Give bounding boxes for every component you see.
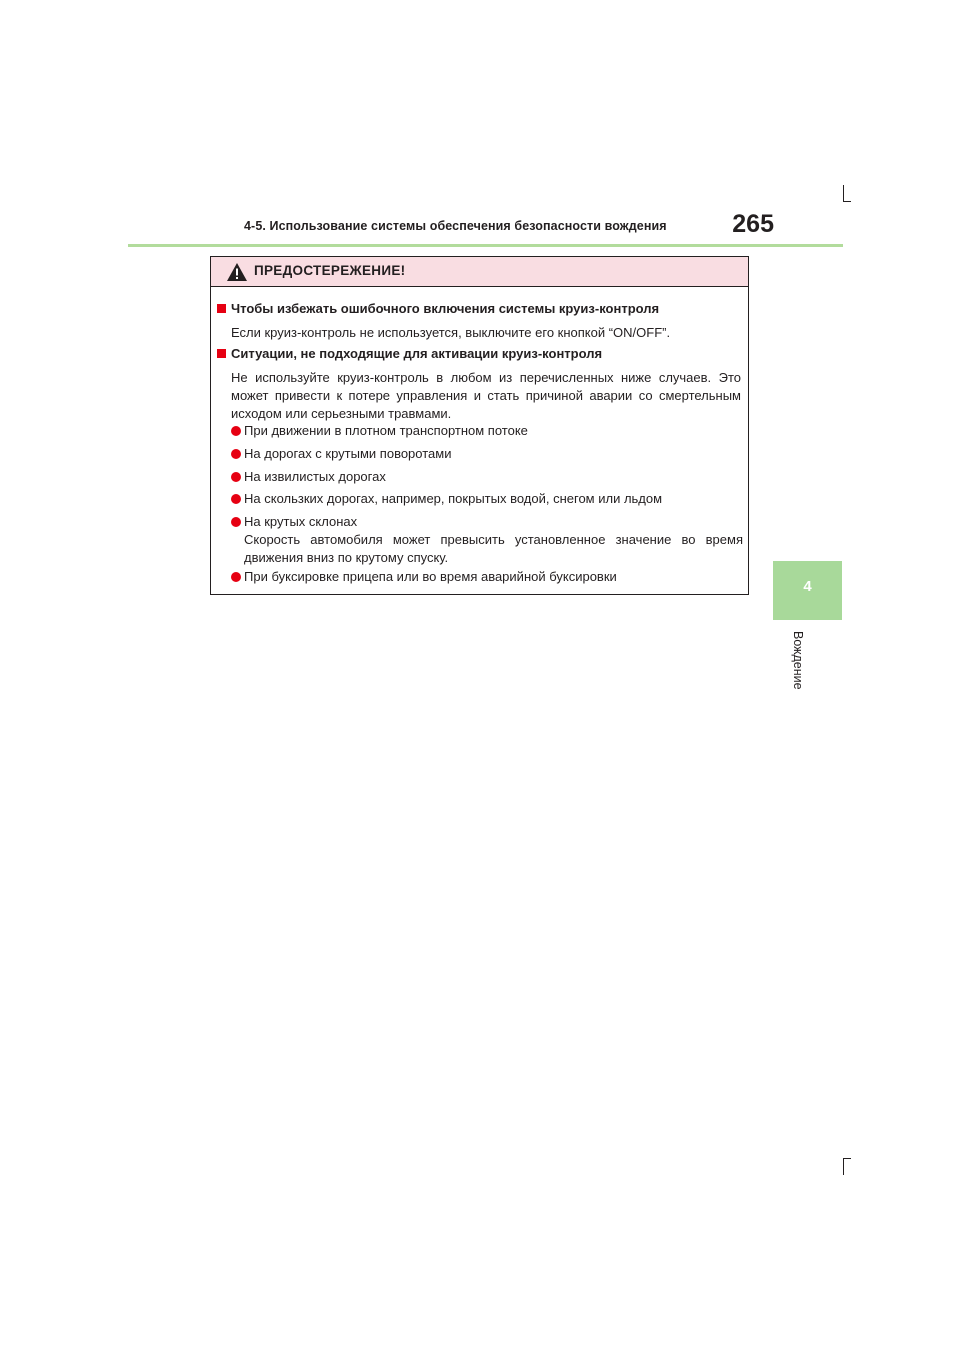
list-item <box>231 513 743 567</box>
square-bullet-icon <box>217 304 226 313</box>
list-item <box>231 445 743 463</box>
section-text: Если круиз-контроль не используется, выключите его кнопкой “ON/OFF”. <box>231 325 671 340</box>
page-number: 265 <box>732 210 774 238</box>
round-bullet-icon <box>231 494 241 504</box>
header-divider <box>128 244 843 247</box>
round-bullet-icon <box>231 449 241 459</box>
list-item-text: На дорогах с крутыми поворотами <box>244 446 452 461</box>
list-item-subtext: Скорость автомобиля может превысить установленное значение во время движения вниз по крутому спуску. <box>244 532 743 565</box>
list-item-text: На извилистых дорогах <box>244 469 386 484</box>
warning-title: ПРЕДОСТЕРЕЖЕНИЕ! <box>254 263 406 278</box>
section-heading <box>217 301 659 316</box>
crop-mark-top-tick <box>843 201 851 202</box>
section-heading-text: Ситуации, не подходящие для активации круиз-контроля <box>231 346 603 361</box>
list-item <box>231 468 743 486</box>
warning-body <box>211 287 748 594</box>
warning-header <box>211 257 748 287</box>
list-item <box>231 490 743 508</box>
page-header-title: 4-5. Использование системы обеспечения безопасности вождения <box>244 219 667 233</box>
chapter-number: 4 <box>803 578 812 595</box>
crop-mark-top <box>843 185 844 202</box>
list-item-text: При движении в плотном транспортном потоке <box>244 423 528 438</box>
section-text: Не используйте круиз-контроль в любом из перечисленных ниже случаев. Это может привести к потере управления и стать причиной аварии со смертельным исходом или серьезными травмами. <box>231 370 741 421</box>
square-bullet-icon <box>217 349 226 358</box>
round-bullet-icon <box>231 517 241 527</box>
chapter-tab <box>773 561 842 620</box>
list-item <box>231 422 743 440</box>
section-heading-text: Чтобы избежать ошибочного включения системы круиз-контроля <box>231 301 660 316</box>
list-item-text: При буксировке прицепа или во время аварийной буксировки <box>244 569 617 584</box>
chapter-label: Вождение <box>791 631 805 690</box>
warning-triangle-icon <box>226 262 248 282</box>
section-heading <box>217 346 602 361</box>
crop-mark-bottom <box>843 1158 844 1175</box>
crop-mark-bottom-tick <box>843 1158 851 1159</box>
list-item-text: На крутых склонах <box>244 514 358 529</box>
list-item-text: На скользких дорогах, например, покрытых водой, снегом или льдом <box>244 491 663 506</box>
round-bullet-icon <box>231 572 241 582</box>
round-bullet-icon <box>231 472 241 482</box>
list-item <box>231 568 743 586</box>
warning-box <box>210 256 749 595</box>
round-bullet-icon <box>231 426 241 436</box>
